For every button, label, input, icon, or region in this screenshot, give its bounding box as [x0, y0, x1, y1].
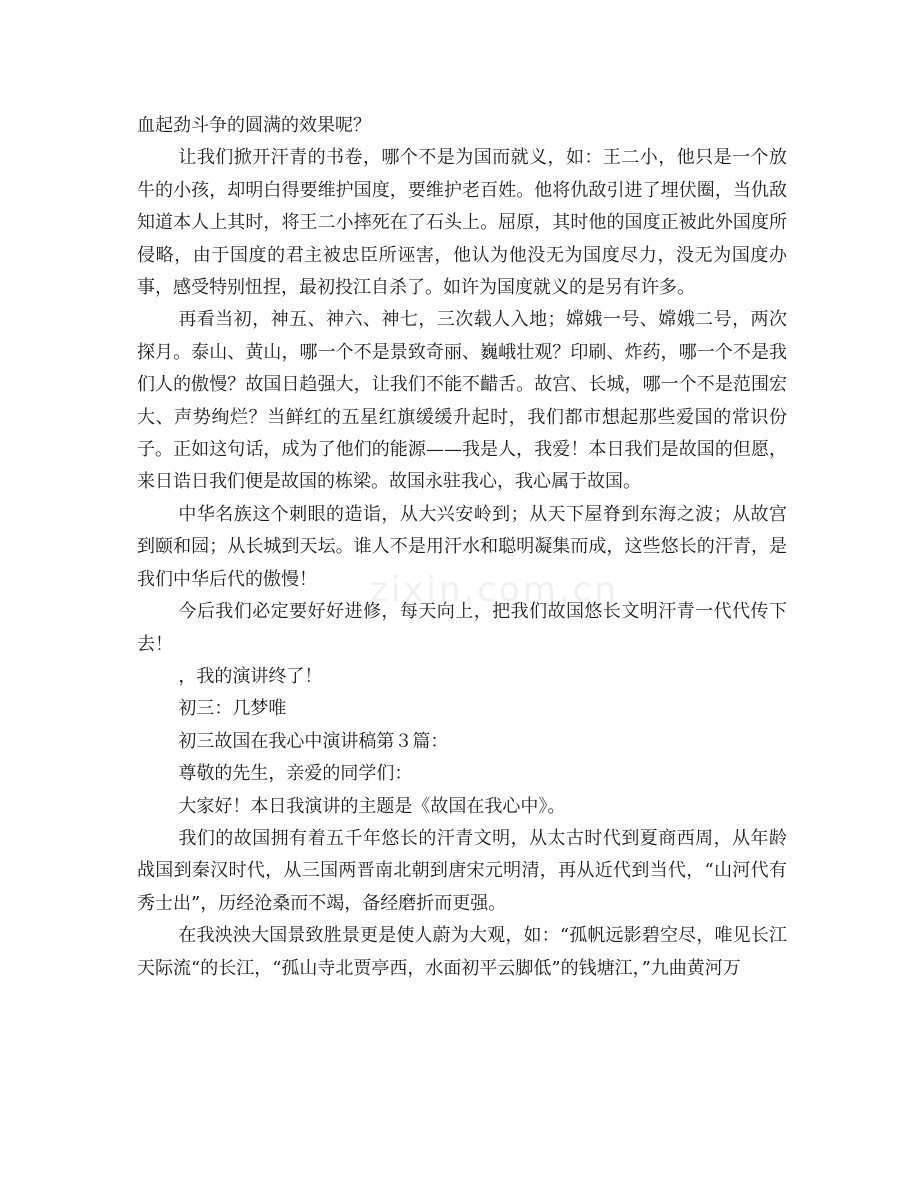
paragraph-3: 再看当初，神五、神六、神七，三次载人入地；嫦娥一号、嫦娥二号，两次探月。泰山、黄山，哪一个不是景致奇丽、巍峨壮观？印刷、炸药，哪一个不是我们人的傲慢？故国日趋强大，让我们不能不齰舌。故宫、长城，哪一个不是范围宏大、声势绚烂？当鲜红的五星红旗缓缓升起时，我们都市想起那些爱国的常识份子。正如这句话，成为了他们的能源——我是人，我爱！本日我们是故国的但愿，来日诰日我们便是故国的栋梁。故国永驻我心，我心属于故国。: [137, 309, 787, 493]
paragraph-5: 今后我们必定要好好进修，每天向上，把我们故国悠长文明汗青一代代传下去！: [137, 601, 787, 655]
author-line: 初三：几梦唯: [178, 698, 287, 720]
section-heading: 初三故国在我心中演讲稿第３篇：: [178, 730, 449, 752]
paragraph-scenery: 在我泱泱大国景致胜景更是使人蔚为大观，如：“孤帆远影碧空尽，唯见长江天际流“的长江，“孤山寺北贾亭西，水面初平云脚低”的钱塘江，”九曲黄河万: [137, 925, 787, 979]
paragraph-4: 中华名族这个刺眼的造诣，从大兴安岭到；从天下屋脊到东海之波；从故宫到颐和园；从长城到天坛。谁人不是用汗水和聪明凝集而成，这些悠长的汗青，是我们中华后代的傲慢！: [137, 503, 787, 590]
paragraph-2: 让我们掀开汗青的书卷，哪个不是为国而就义，如：王二小，他只是一个放牛的小孩，却明白得要维护国度，要维护老百姓。他将仇敌引进了埋伏圈，当仇敌知道本人上其时，将王二小摔死在了石头上。屈原，其时他的国度正被此外国度所侵略，由于国度的君主被忠臣所诬害，他认为他没无为国度尽力，没无为国度办事，感受特别忸捏，最初投江自杀了。如许为国度就义的是另有许多。: [137, 147, 787, 299]
closing-line: ，我的演讲终了！: [178, 665, 323, 687]
greeting: 大家好！本日我演讲的主题是《故国在我心中》。: [178, 795, 566, 817]
watermark: zixin.com.cn: [370, 570, 619, 610]
paragraph-1: 血起劲斗争的圆满的效果呢？: [137, 115, 371, 136]
paragraph-history: 我们的故国拥有着五千年悠长的汗青文明，从太古时代到夏商西周，从年龄战国到秦汉时代，从三国两晋南北朝到唐宋元明清，再从近代到当代，“山河代有秀士出”，历经沧桑而不竭，备经磨折而更强。: [137, 827, 787, 914]
document-body: [137, 110, 787, 985]
salutation: 尊敬的先生，亲爱的同学们：: [178, 763, 413, 785]
